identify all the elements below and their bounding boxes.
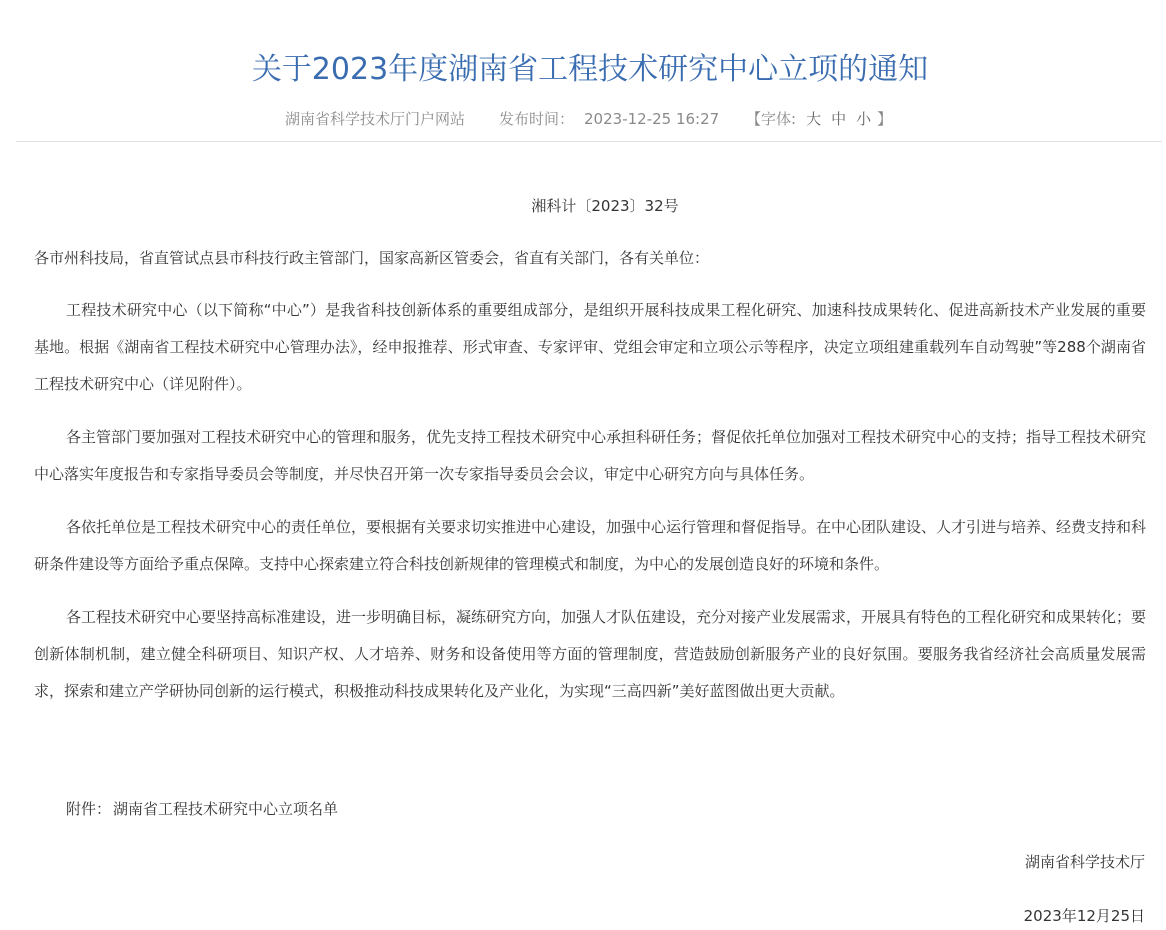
source-label: 湖南省科学技术厅门户网站 (285, 110, 466, 128)
font-size-close-bracket: 】 (877, 110, 893, 128)
publish-time-label: 发布时间： (499, 110, 575, 128)
header-divider (16, 141, 1162, 142)
article-body (34, 240, 1146, 726)
body-paragraph: 各主管部门要加强对工程技术研究中心的管理和服务，优先支持工程技术研究中心承担科研任务；督促依托单位加强对工程技术研究中心的支持；指导工程技术研究中心落实年度报告和专家指导委员会等制度，并尽快召开第一次专家指导委员会会议，审定中心研究方向与具体任务。 (34, 428, 1147, 483)
body-paragraph: 各工程技术研究中心要坚持高标准建设，进一步明确目标，凝练研究方向，加强人才队伍建设，充分对接产业发展需求，开展具有特色的工程化研究和成果转化；要创新体制机制，建立健全科研项目、知识产权、人才培养、财务和设备使用等方面的管理制度，营造鼓励创新服务产业的良好氛围。要服务我省经济社会高质量发展需求，探索和建立产学研协同创新的运行模式，积极推动科技成果转化及产业化，为实现“三高四新”美好蓝图做出更大贡献。 (34, 608, 1147, 700)
font-size-switcher (746, 108, 892, 130)
attachment-label: 附件： (66, 800, 112, 818)
font-size-label: 【字体: (746, 110, 797, 128)
salutation: 各市州科技局，省直管试点县市科技行政主管部门，国家高新区管委会，省直有关部门，各有关单位： (34, 249, 710, 267)
body-paragraph: 工程技术研究中心（以下简称“中心”）是我省科技创新体系的重要组成部分，是组织开展科技成果工程化研究、加速科技成果转化、促进高新技术产业发展的重要基地。根据《湖南省工程技术研究中心管理办法》，经申报推荐、形式审查、专家评审、党组会审定和立项公示等程序，决定立项组建重载列车自动驾驶”等288个湖南省工程技术研究中心（详见附件）。 (34, 301, 1146, 393)
document-number: 湘科计〔2023〕32号 (531, 197, 679, 215)
attachment-link[interactable]: 湖南省工程技术研究中心立项名单 (113, 800, 339, 818)
body-paragraph: 各依托单位是工程技术研究中心的责任单位，要根据有关要求切实推进中心建设，加强中心运行管理和督促指导。在中心团队建设、人才引进与培养、经费支持和科研条件建设等方面给予重点保障。支持中心探索建立符合科技创新规律的管理模式和制度，为中心的发展创造良好的环境和条件。 (34, 518, 1147, 573)
publish-time-value: 2023-12-25 16:27 (584, 110, 720, 128)
font-size-medium-button[interactable]: 中 (831, 110, 847, 128)
font-size-small-button[interactable]: 小 (856, 110, 872, 128)
signed-date: 2023年12月25日 (1023, 907, 1145, 925)
page-title: 关于2023年度湖南省工程技术研究中心立项的通知 (251, 52, 929, 88)
article-meta (0, 108, 1166, 130)
signer: 湖南省科学技术厅 (1024, 853, 1145, 871)
font-size-large-button[interactable]: 大 (806, 110, 822, 128)
attachment-line (66, 797, 338, 821)
publish-time (499, 108, 719, 130)
